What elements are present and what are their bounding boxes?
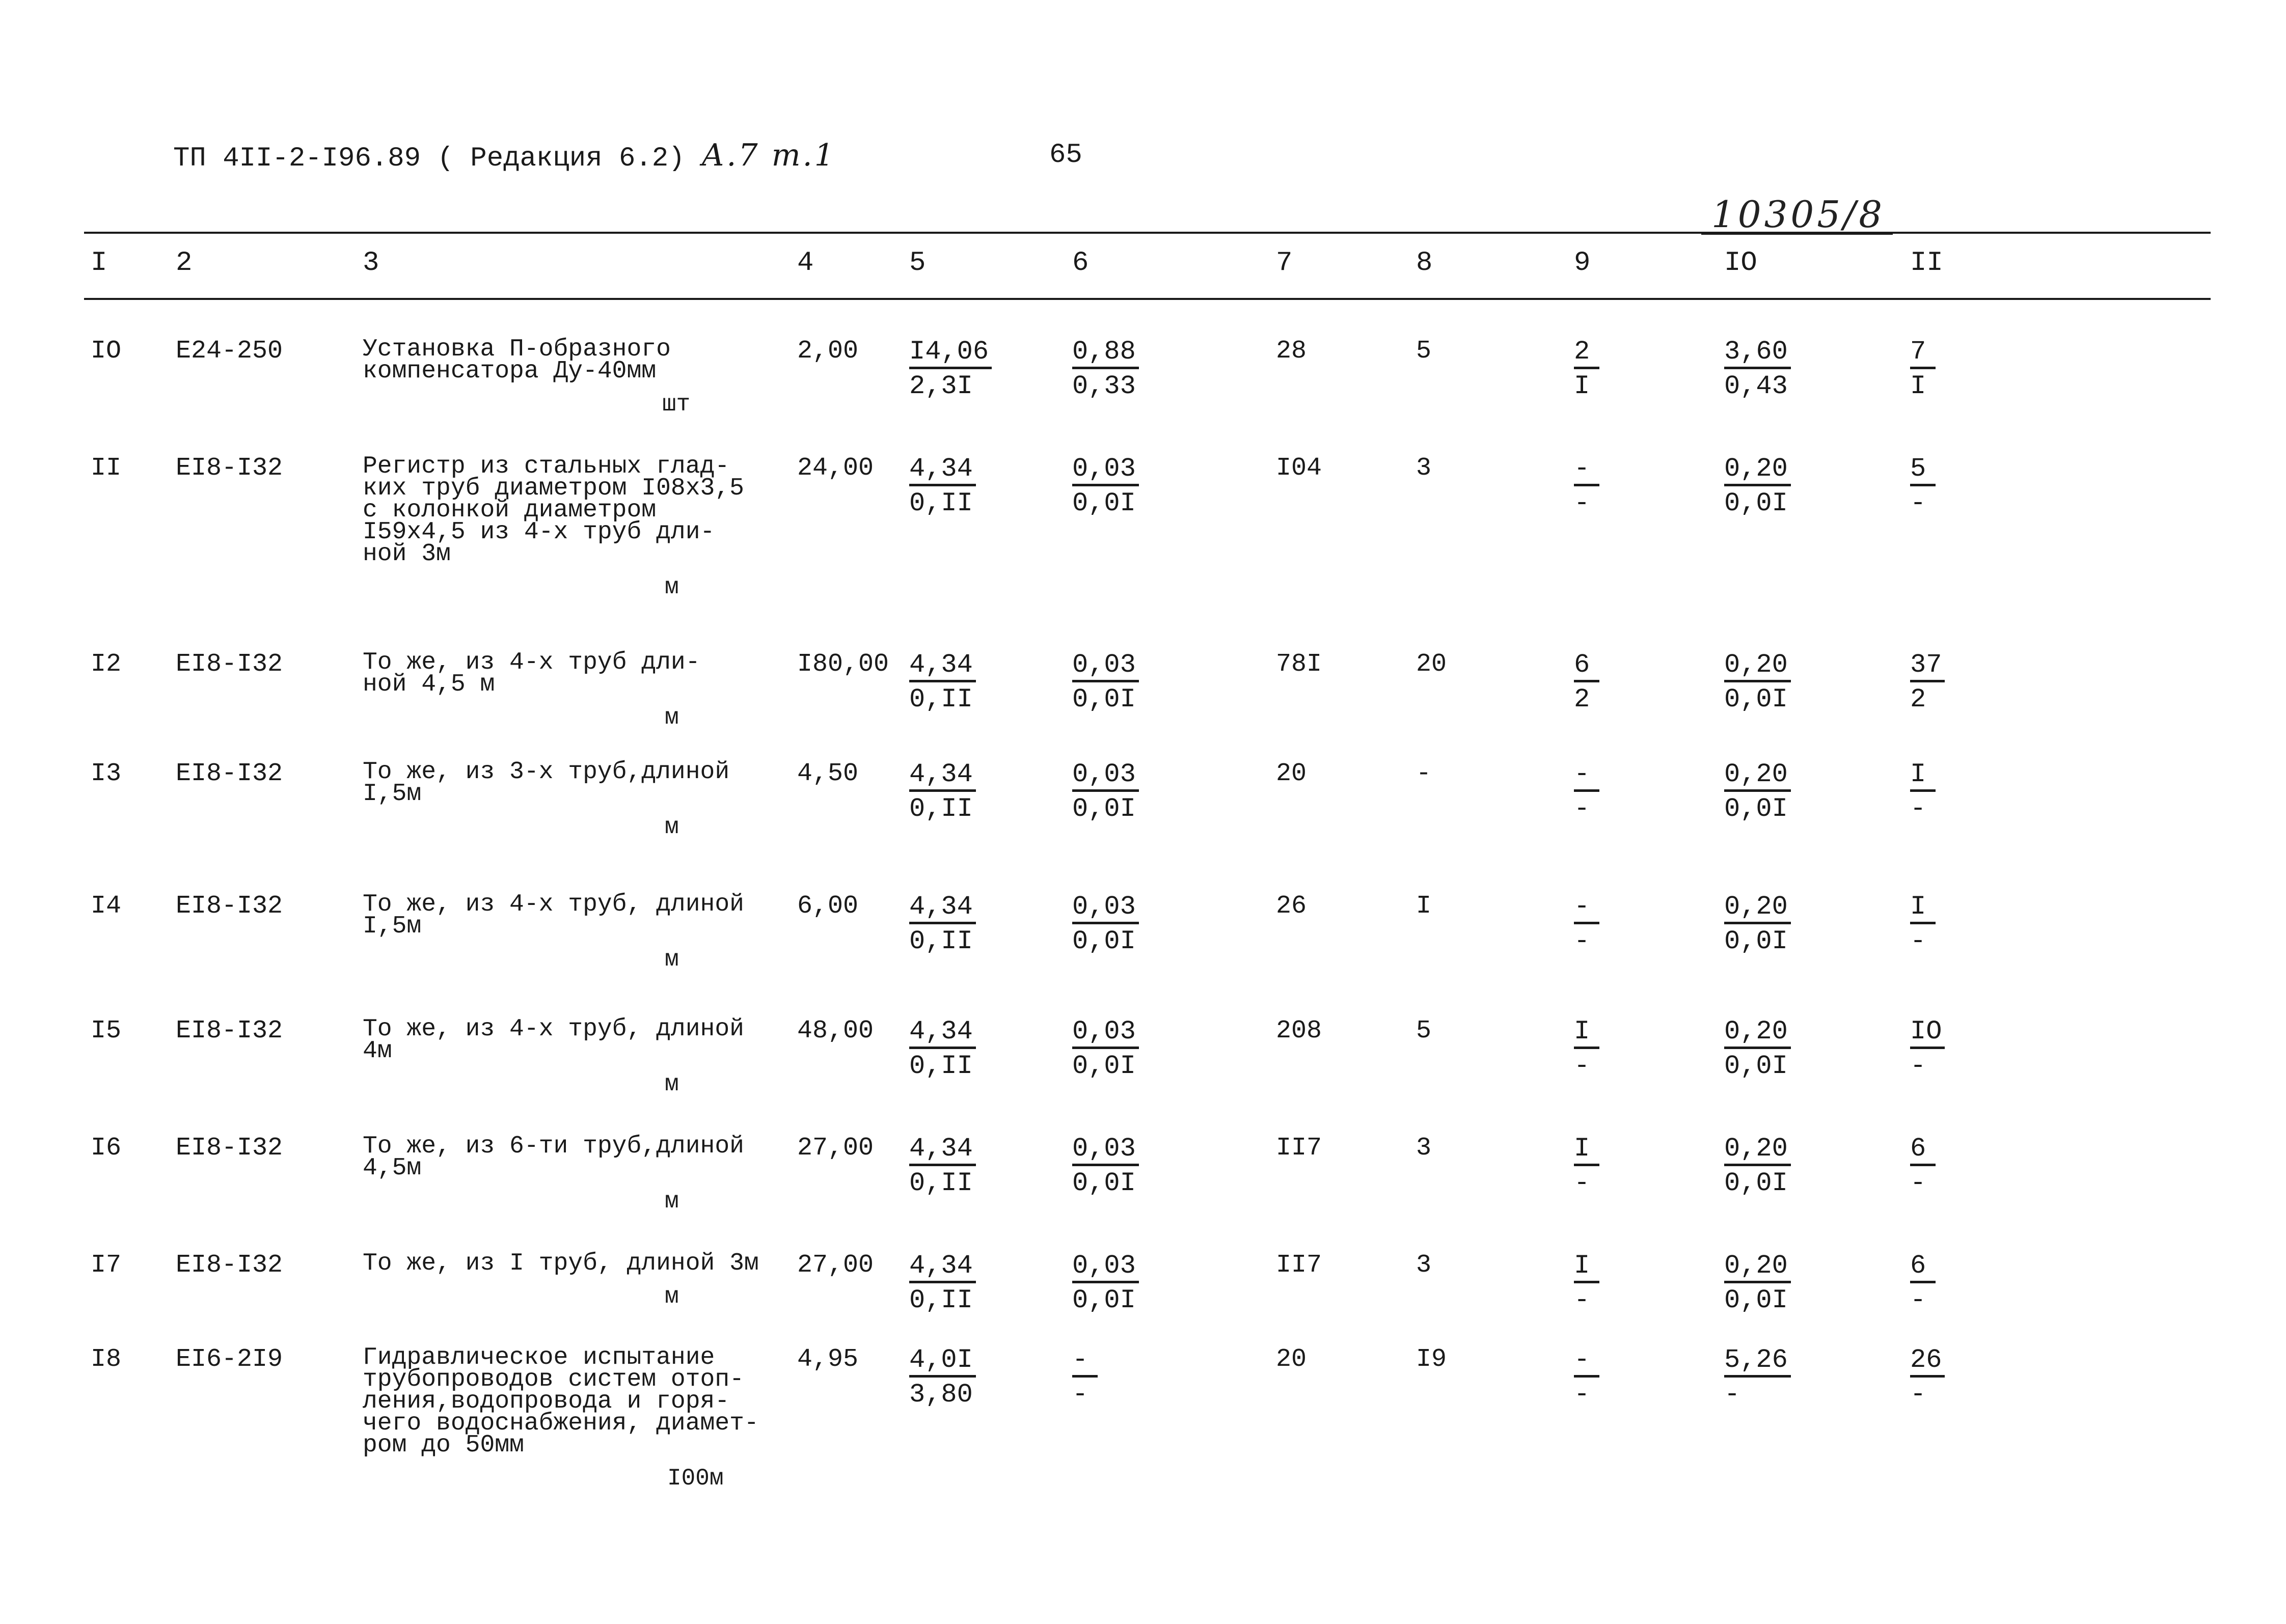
col9-value (1574, 339, 1599, 400)
col5-value-denominator: 0,II (909, 794, 973, 824)
col11-value (1910, 652, 1945, 713)
col8-value: I (1416, 892, 1432, 921)
quantity: 2,00 (797, 337, 859, 366)
col7-value: II7 (1276, 1134, 1322, 1163)
col8-value: 5 (1416, 1016, 1432, 1045)
rate-code: EI8-I32 (176, 1134, 283, 1163)
row-number: I3 (91, 759, 122, 788)
document-header (173, 137, 836, 174)
col7-value: 20 (1276, 1345, 1307, 1374)
col7-value: 208 (1276, 1016, 1322, 1045)
col11-value (1910, 1016, 1945, 1081)
column-number-4: 4 (797, 247, 814, 279)
rate-code: EI6-2I9 (176, 1345, 283, 1374)
col10-value-denominator: 0,0I (1724, 794, 1788, 824)
col11-value (1910, 894, 1936, 955)
col9-value-denominator: - (1574, 926, 1590, 956)
col8-value: I9 (1416, 1345, 1447, 1374)
col11-value-denominator: - (1910, 794, 1926, 824)
col11-value-denominator: - (1910, 926, 1926, 956)
col9-value-numerator: - (1574, 894, 1599, 924)
description-line: То же, из 4-х труб, длиной (363, 1015, 744, 1043)
col10-value-denominator: 0,0I (1724, 926, 1788, 956)
col6-value-denominator: 0,0I (1072, 1051, 1136, 1081)
col6-value-denominator: 0,0I (1072, 926, 1136, 956)
col6-value-denominator: 0,0I (1072, 1168, 1136, 1198)
col9-value (1574, 456, 1599, 517)
col9-value (1574, 1136, 1599, 1197)
col11-value-denominator: 2 (1910, 684, 1926, 714)
col6-value-numerator: 0,03 (1072, 1019, 1139, 1049)
col6-value-numerator: 0,03 (1072, 652, 1139, 682)
col5-value-numerator: I4,06 (909, 339, 992, 369)
unit-of-measure: м (665, 1071, 679, 1097)
description-line: ления,водопровода и горя- (363, 1388, 730, 1415)
col10-value-numerator: 5,26 (1724, 1347, 1791, 1378)
col9-value (1574, 1016, 1599, 1081)
col9-value-denominator: - (1574, 1168, 1590, 1198)
quantity: 24,00 (797, 454, 874, 483)
description-line: То же, из 4-х труб дли- (363, 649, 700, 676)
col9-value-denominator: - (1574, 1051, 1590, 1081)
col9-value-numerator: - (1574, 761, 1599, 792)
quantity: 6,00 (797, 892, 859, 921)
col6-value-denominator: 0,0I (1072, 488, 1136, 518)
rate-code: EI8-I32 (176, 454, 283, 483)
col6-value-numerator: 0,03 (1072, 456, 1139, 486)
description-line: с колонкой диаметром (363, 497, 657, 524)
col11-value (1910, 1347, 1945, 1408)
col11-value-numerator: I (1910, 894, 1936, 924)
column-number-1: I (91, 247, 107, 279)
quantity: I80,00 (797, 650, 889, 679)
description-line: То же, из 4-х труб, длиной (363, 891, 744, 918)
col5-value (909, 339, 992, 400)
col5-value-denominator: 0,II (909, 488, 973, 518)
col5-value-denominator: 0,II (909, 1168, 973, 1198)
row-number: II (91, 454, 122, 483)
description-line: Регистр из стальных глад- (363, 453, 730, 480)
col6-value-numerator: - (1072, 1347, 1098, 1378)
col9-value-denominator: - (1574, 1285, 1590, 1315)
unit-of-measure: м (665, 1283, 679, 1310)
col6-value (1072, 339, 1139, 400)
col10-value-denominator: 0,0I (1724, 1168, 1788, 1198)
col5-value-denominator: 2,3I (909, 371, 973, 401)
col9-value-numerator: I (1574, 1019, 1599, 1049)
col5-value (909, 894, 976, 955)
description-line: 4,5м (363, 1154, 422, 1182)
description-line: То же, из I труб, длиной 3м (363, 1250, 759, 1277)
col10-value-denominator: 0,0I (1724, 1051, 1788, 1081)
unit-of-measure: м (665, 814, 679, 840)
col6-value (1072, 652, 1139, 713)
col11-value-denominator: - (1910, 488, 1926, 518)
col6-value (1072, 1136, 1139, 1197)
col9-value-numerator: I (1574, 1253, 1599, 1283)
col11-value-denominator: - (1910, 1051, 1926, 1081)
quantity: 27,00 (797, 1134, 874, 1163)
col8-value: 3 (1416, 1134, 1432, 1163)
col7-value: I04 (1276, 454, 1322, 483)
col5-value-numerator: 4,34 (909, 1019, 976, 1049)
row-number: I2 (91, 650, 122, 679)
col9-value (1574, 1253, 1599, 1314)
column-number-8: 8 (1416, 247, 1433, 279)
col11-value-numerator: 5 (1910, 456, 1936, 486)
col11-value-numerator: 7 (1910, 339, 1936, 369)
col9-value (1574, 652, 1599, 713)
unit-of-measure: м (665, 1188, 679, 1215)
col10-value-denominator: 0,0I (1724, 1285, 1788, 1315)
description-line: ром до 50мм (363, 1432, 524, 1459)
quantity: 4,50 (797, 759, 859, 788)
rate-code: EI8-I32 (176, 1016, 283, 1045)
col10-value (1724, 1347, 1791, 1408)
row-number: I7 (91, 1251, 122, 1280)
document-label: ТП 4II-2-I96.89 ( Редакция 6.2) (173, 143, 685, 174)
column-number-7: 7 (1276, 247, 1293, 279)
description-line: I59х4,5 из 4-х труб дли- (363, 518, 715, 546)
row-number: I4 (91, 892, 122, 921)
col8-value: 20 (1416, 650, 1447, 679)
col6-value (1072, 894, 1139, 955)
col10-value-denominator: - (1724, 1380, 1740, 1410)
table-header-rule (84, 298, 2211, 300)
col5-value (909, 1136, 976, 1197)
col8-value: 3 (1416, 1251, 1432, 1280)
table-top-rule (84, 232, 2211, 234)
column-number-10: IO (1724, 247, 1757, 279)
work-description (363, 1133, 744, 1182)
col10-value-numerator: 0,20 (1724, 456, 1791, 486)
col5-value-numerator: 4,34 (909, 761, 976, 792)
col10-value (1724, 1253, 1791, 1314)
description-line: I,5м (363, 913, 422, 940)
col5-value-numerator: 4,0I (909, 1347, 976, 1378)
col11-value-numerator: 6 (1910, 1136, 1936, 1166)
col6-value (1072, 1253, 1139, 1314)
quantity: 27,00 (797, 1251, 874, 1280)
description-line: чего водоснабжения, диамет- (363, 1410, 759, 1437)
col5-value-numerator: 4,34 (909, 894, 976, 924)
rate-code: E24-250 (176, 337, 283, 366)
col11-value-numerator: 26 (1910, 1347, 1945, 1378)
col11-value (1910, 1136, 1936, 1197)
col10-value-denominator: 0,43 (1724, 371, 1788, 401)
unit-of-measure: шт (662, 391, 691, 418)
col11-value-numerator: 6 (1910, 1253, 1936, 1283)
unit-of-measure: м (665, 574, 679, 600)
description-line: 4м (363, 1037, 392, 1065)
col5-value (909, 456, 976, 517)
quantity: 4,95 (797, 1345, 859, 1374)
col10-value (1724, 339, 1791, 400)
work-description (363, 1015, 744, 1065)
col11-value-denominator: - (1910, 1285, 1926, 1315)
col9-value-denominator: 2 (1574, 684, 1590, 714)
column-number-5: 5 (909, 247, 926, 279)
col10-value (1724, 652, 1791, 713)
col5-value-denominator: 0,II (909, 684, 973, 714)
col9-value-numerator: - (1574, 456, 1599, 486)
col6-value-numerator: 0,03 (1072, 1136, 1139, 1166)
col9-value-numerator: - (1574, 1347, 1599, 1378)
col9-value-denominator: - (1574, 1380, 1590, 1410)
col11-value-numerator: 37 (1910, 652, 1945, 682)
col10-value (1724, 894, 1791, 955)
col9-value-numerator: 2 (1574, 339, 1599, 369)
col11-value-denominator: - (1910, 1168, 1926, 1198)
column-number-3: 3 (363, 247, 379, 279)
col11-value (1910, 456, 1936, 517)
col5-value-denominator: 0,II (909, 926, 973, 956)
col5-value (909, 1016, 976, 1081)
col11-value-numerator: IO (1910, 1019, 1945, 1049)
col9-value-denominator: - (1574, 794, 1590, 824)
col10-value-numerator: 0,20 (1724, 894, 1791, 924)
col5-value-numerator: 4,34 (909, 1136, 976, 1166)
work-description (363, 453, 744, 568)
col5-value-denominator: 0,II (909, 1285, 973, 1315)
col11-value-numerator: I (1910, 761, 1936, 792)
col5-value-numerator: 4,34 (909, 1253, 976, 1283)
description-line: То же, из 6-ти труб,длиной (363, 1133, 744, 1160)
quantity: 48,00 (797, 1016, 874, 1045)
col8-value: - (1416, 759, 1432, 788)
description-line: компенсатора Ду-40мм (363, 357, 657, 385)
page-number: 65 (1049, 140, 1082, 171)
col11-value-denominator: - (1910, 1380, 1926, 1410)
col7-value: 28 (1276, 337, 1307, 366)
col11-value (1910, 339, 1936, 400)
col6-value-denominator: 0,33 (1072, 371, 1136, 401)
col6-value (1072, 1347, 1098, 1408)
col9-value-numerator: 6 (1574, 652, 1599, 682)
col6-value (1072, 456, 1139, 517)
work-description (363, 758, 730, 808)
unit-of-measure: м (665, 946, 679, 973)
col10-value (1724, 761, 1791, 822)
col9-value-denominator: - (1574, 488, 1590, 518)
row-number: I5 (91, 1016, 122, 1045)
column-number-6: 6 (1072, 247, 1089, 279)
description-line: I,5м (363, 780, 422, 808)
col7-value: 78I (1276, 650, 1322, 679)
rate-code: EI8-I32 (176, 892, 283, 921)
row-number: IO (91, 337, 122, 366)
handwritten-number: 10305/8 (1711, 193, 1886, 236)
column-number-9: 9 (1574, 247, 1591, 279)
col5-value (909, 1347, 976, 1408)
col6-value-denominator: 0,0I (1072, 684, 1136, 714)
work-description (363, 1250, 759, 1277)
col8-value: 3 (1416, 454, 1432, 483)
col6-value-denominator: - (1072, 1380, 1088, 1410)
col9-value (1574, 761, 1599, 822)
col10-value-numerator: 3,60 (1724, 339, 1791, 369)
col5-value (909, 652, 976, 713)
col7-value: 20 (1276, 759, 1307, 788)
work-description (363, 336, 671, 385)
row-number: I8 (91, 1345, 122, 1374)
col10-value (1724, 1136, 1791, 1197)
col10-value-numerator: 0,20 (1724, 1253, 1791, 1283)
description-line: ких труб диаметром I08х3,5 (363, 475, 744, 502)
col9-value (1574, 1347, 1599, 1408)
col10-value-numerator: 0,20 (1724, 652, 1791, 682)
col10-value-numerator: 0,20 (1724, 1136, 1791, 1166)
description-line: Гидравлическое испытание (363, 1344, 715, 1371)
col6-value-denominator: 0,0I (1072, 1285, 1136, 1315)
col11-value (1910, 1253, 1936, 1314)
col10-value-denominator: 0,0I (1724, 488, 1788, 518)
col6-value-numerator: 0,88 (1072, 339, 1139, 369)
col11-value-denominator: I (1910, 371, 1926, 401)
document-annotation: А.7 т.1 (701, 137, 836, 173)
description-line: То же, из 3-х труб,длиной (363, 758, 730, 786)
description-line: ной 3м (363, 540, 451, 568)
col6-value-numerator: 0,03 (1072, 894, 1139, 924)
col10-value (1724, 456, 1791, 517)
unit-of-measure: I00м (667, 1465, 724, 1492)
col5-value (909, 1253, 976, 1314)
column-number-2: 2 (176, 247, 193, 279)
rate-code: EI8-I32 (176, 1251, 283, 1280)
description-line: трубопроводов систем отоп- (363, 1366, 744, 1393)
col5-value (909, 761, 976, 822)
col9-value-numerator: I (1574, 1136, 1599, 1166)
work-description (363, 891, 744, 940)
col7-value: II7 (1276, 1251, 1322, 1280)
col8-value: 5 (1416, 337, 1432, 366)
unit-of-measure: м (665, 704, 679, 731)
work-description (363, 1344, 759, 1459)
col6-value-denominator: 0,0I (1072, 794, 1136, 824)
col6-value (1072, 761, 1139, 822)
col5-value-numerator: 4,34 (909, 456, 976, 486)
col5-value-denominator: 3,80 (909, 1380, 973, 1410)
col6-value-numerator: 0,03 (1072, 1253, 1139, 1283)
rate-code: EI8-I32 (176, 650, 283, 679)
work-description (363, 649, 700, 698)
rate-code: EI8-I32 (176, 759, 283, 788)
col9-value-denominator: I (1574, 371, 1590, 401)
col6-value-numerator: 0,03 (1072, 761, 1139, 792)
col11-value (1910, 761, 1936, 822)
col10-value-numerator: 0,20 (1724, 1019, 1791, 1049)
col6-value (1072, 1016, 1139, 1081)
col10-value-denominator: 0,0I (1724, 684, 1788, 714)
description-line: ной 4,5 м (363, 671, 495, 698)
col10-value (1724, 1016, 1791, 1081)
col9-value (1574, 894, 1599, 955)
row-number: I6 (91, 1134, 122, 1163)
col7-value: 26 (1276, 892, 1307, 921)
column-number-11: II (1910, 247, 1943, 279)
description-line: Установка П-образного (363, 336, 671, 363)
col5-value-numerator: 4,34 (909, 652, 976, 682)
col5-value-denominator: 0,II (909, 1051, 973, 1081)
col10-value-numerator: 0,20 (1724, 761, 1791, 792)
